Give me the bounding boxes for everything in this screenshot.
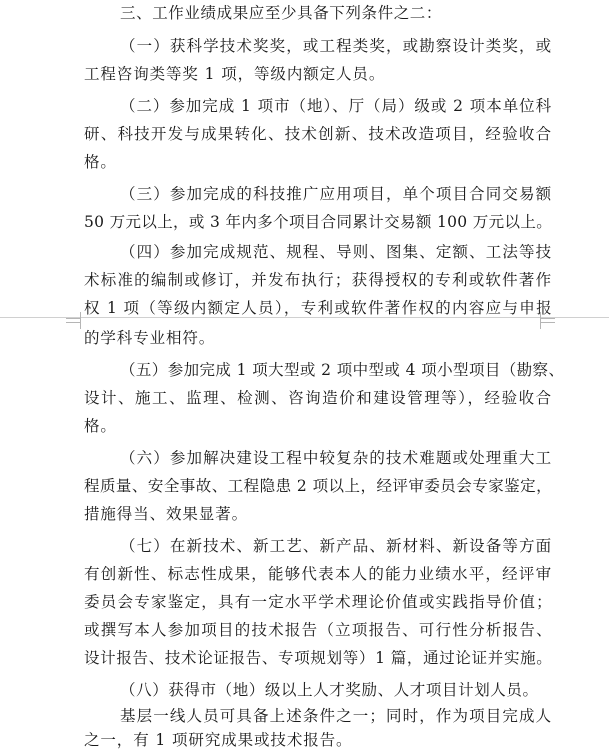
paragraph-line: 权 1 项（等级内额定人员），专利或软件著作权的内容应与申报 — [84, 299, 552, 317]
paragraph-line: 基层一线人员可具备上述条件之一；同时，作为项目完成人 — [120, 707, 552, 725]
page-break-rule — [0, 317, 609, 318]
paragraph-line: 设计、施工、监理、检测、咨询造价和建设管理等），经验收合 — [84, 389, 552, 407]
paragraph-line: （三）参加完成的科技推广应用项目，单个项目合同交易额 — [120, 185, 552, 203]
paragraph-line: （五）参加完成 1 项大型或 2 项中型或 4 项小型项目（勘察、 — [120, 361, 565, 379]
paragraph-line: 术标准的编制或修订，并发布执行；获得授权的专利或软件著作 — [84, 271, 552, 289]
page-break-separator — [0, 312, 609, 324]
paragraph-line: 工程咨询类等奖 1 项，等级内额定人员。 — [84, 65, 386, 83]
paragraph-line: 格。 — [84, 153, 117, 171]
section-heading: 三、工作业绩成果应至少具备下列条件之二： — [120, 4, 443, 22]
crop-mark-icon — [540, 318, 555, 329]
paragraph-line: （二）参加完成 1 项市（地）、厅（局）级或 2 项本单位科 — [120, 97, 552, 115]
paragraph-line: 措施得当、效果显著。 — [84, 505, 249, 523]
paragraph-line: 之一，有 1 项研究成果或技术报告。 — [84, 731, 353, 749]
paragraph-line: 设计报告、技术论证报告、专项规划等）1 篇，通过论证并实施。 — [84, 649, 552, 667]
paragraph-line: （四）参加完成规范、规程、导则、图集、定额、工法等技 — [120, 243, 552, 261]
paragraph-line: 程质量、安全事故、工程隐患 2 项以上，经评审委员会专家鉴定， — [84, 477, 552, 495]
paragraph-line: （八）获得市（地）级以上人才奖励、人才项目计划人员。 — [120, 681, 539, 699]
paragraph-line: 的学科专业相符。 — [84, 329, 216, 347]
paragraph-line: 有创新性、标志性成果，能够代表本人的能力业绩水平，经评审 — [84, 565, 552, 583]
paragraph-line: 格。 — [84, 417, 117, 435]
paragraph-line: 研、科技开发与成果转化、技术创新、技术改造项目，经验收合 — [84, 125, 552, 143]
paragraph-line: 50 万元以上，或 3 年内多个项目合同累计交易额 100 万元以上。 — [84, 213, 552, 231]
paragraph-line: （一）获科学技术奖奖，或工程类奖，或勘察设计类奖，或 — [120, 37, 552, 55]
paragraph-line: （六）参加解决建设工程中较复杂的技术难题或处理重大工 — [120, 449, 552, 467]
paragraph-line: 委员会专家鉴定，具有一定水平学术理论价值或实践指导价值； — [84, 593, 552, 611]
crop-mark-icon — [66, 318, 81, 329]
paragraph-line: 或撰写本人参加项目的技术报告（立项报告、可行性分析报告、 — [84, 621, 552, 639]
paragraph-line: （七）在新技术、新工艺、新产品、新材料、新设备等方面 — [120, 537, 552, 555]
